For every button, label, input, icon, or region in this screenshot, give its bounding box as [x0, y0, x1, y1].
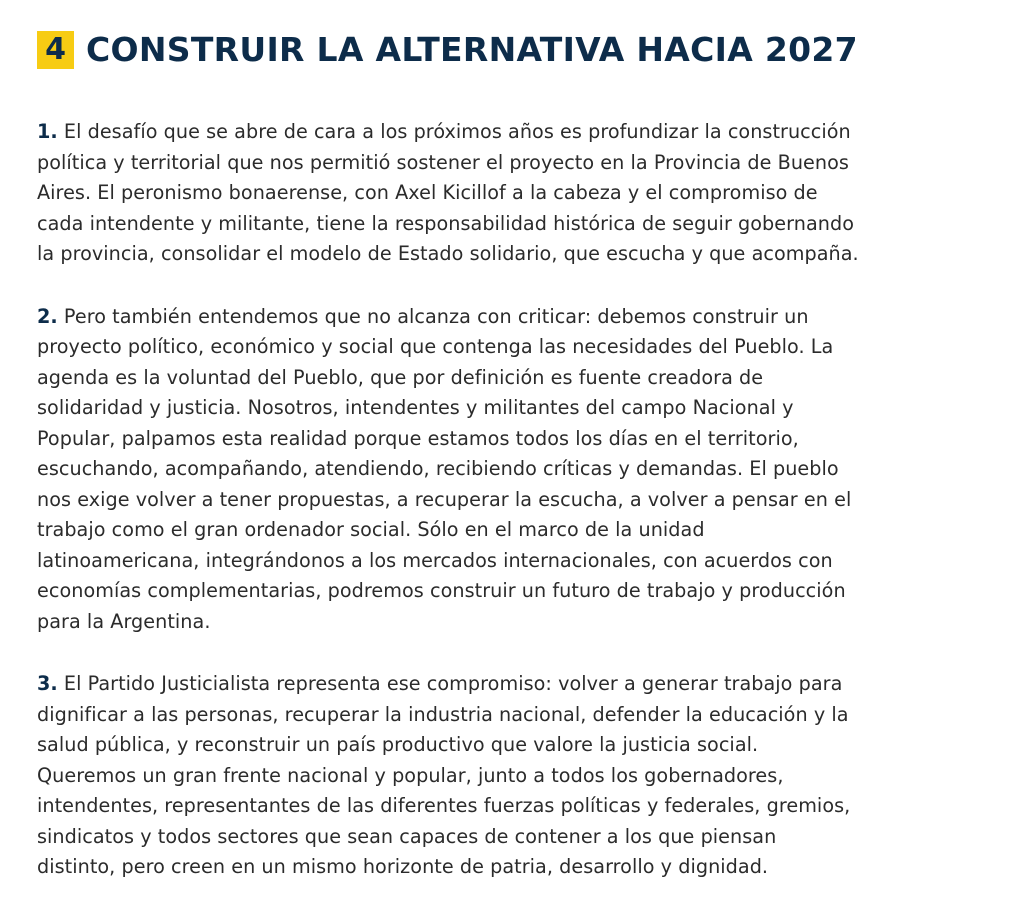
paragraph-line: la provincia, consolidar el modelo de Estado solidario, que escucha y que acompaña. — [37, 242, 859, 265]
paragraph-line: nos exige volver a tener propuestas, a recuperar la escucha, a volver a pensar en el — [37, 487, 852, 511]
paragraph-line: distinto, pero creen en un mismo horizonte de patria, desarrollo y dignidad. — [37, 855, 769, 878]
paragraph-line: Aires. El peronismo bonaerense, con Axel Kicillof a la cabeza y el compromiso de — [37, 181, 818, 204]
section-heading — [37, 30, 858, 70]
paragraph-line: política y territorial que nos permitió sostener el proyecto en la Provincia de Buenos — [37, 150, 849, 174]
paragraph-number: 2. — [37, 304, 58, 328]
paragraph-line: escuchando, acompañando, atendiendo, recibiendo críticas y demandas. El pueblo — [37, 457, 839, 480]
paragraph-line: salud pública, y reconstruir un país productivo que valore la justicia social. — [37, 733, 759, 756]
paragraph-line: Popular, palpamos esta realidad porque estamos todos los días en el territorio, — [37, 426, 799, 450]
paragraph-line: economías complementarias, podremos construir un futuro de trabajo y producción — [37, 579, 846, 602]
paragraph-line: sindicatos y todos sectores que sean capaces de contener a los que piensan — [37, 824, 777, 848]
paragraph-line: trabajo como el gran ordenador social. Sólo en el marco de la unidad — [37, 518, 705, 541]
paragraph-line: Queremos un gran frente nacional y popular, junto a todos los gobernadores, — [37, 763, 784, 787]
section-title: CONSTRUIR LA ALTERNATIVA HACIA 2027 — [86, 30, 858, 69]
paragraph-number: 3. — [37, 672, 58, 695]
paragraph-line: 1. El desafío que se abre de cara a los próximos años es profundizar la construcción — [37, 120, 851, 143]
document-body — [37, 117, 987, 915]
paragraph-line: agenda es la voluntad del Pueblo, que por definición es fuente creadora de — [37, 365, 764, 389]
paragraph-line: solidaridad y justicia. Nosotros, intendentes y militantes del campo Nacional y — [37, 396, 794, 419]
paragraph-line: para la Argentina. — [37, 609, 211, 633]
paragraph-line: intendentes, representantes de las diferentes fuerzas políticas y federales, gremios, — [37, 794, 851, 817]
paragraph-2 — [37, 302, 987, 638]
paragraph-3 — [37, 669, 987, 883]
section-number-badge: 4 — [37, 31, 74, 69]
paragraph-line: 3. El Partido Justicialista representa ese compromiso: volver a generar trabajo para — [37, 672, 843, 695]
paragraph-line: 2. Pero también entendemos que no alcanza con criticar: debemos construir un — [37, 304, 809, 328]
paragraph-line: proyecto político, económico y social que contenga las necesidades del Pueblo. La — [37, 335, 834, 358]
paragraph-line: cada intendente y militante, tiene la responsabilidad histórica de seguir gobernando — [37, 211, 854, 235]
paragraph-1 — [37, 117, 987, 270]
paragraph-line: latinoamericana, integrándonos a los mercados internacionales, con acuerdos con — [37, 548, 833, 572]
paragraph-number: 1. — [37, 120, 58, 143]
paragraph-line: dignificar a las personas, recuperar la industria nacional, defender la educación y la — [37, 702, 849, 726]
